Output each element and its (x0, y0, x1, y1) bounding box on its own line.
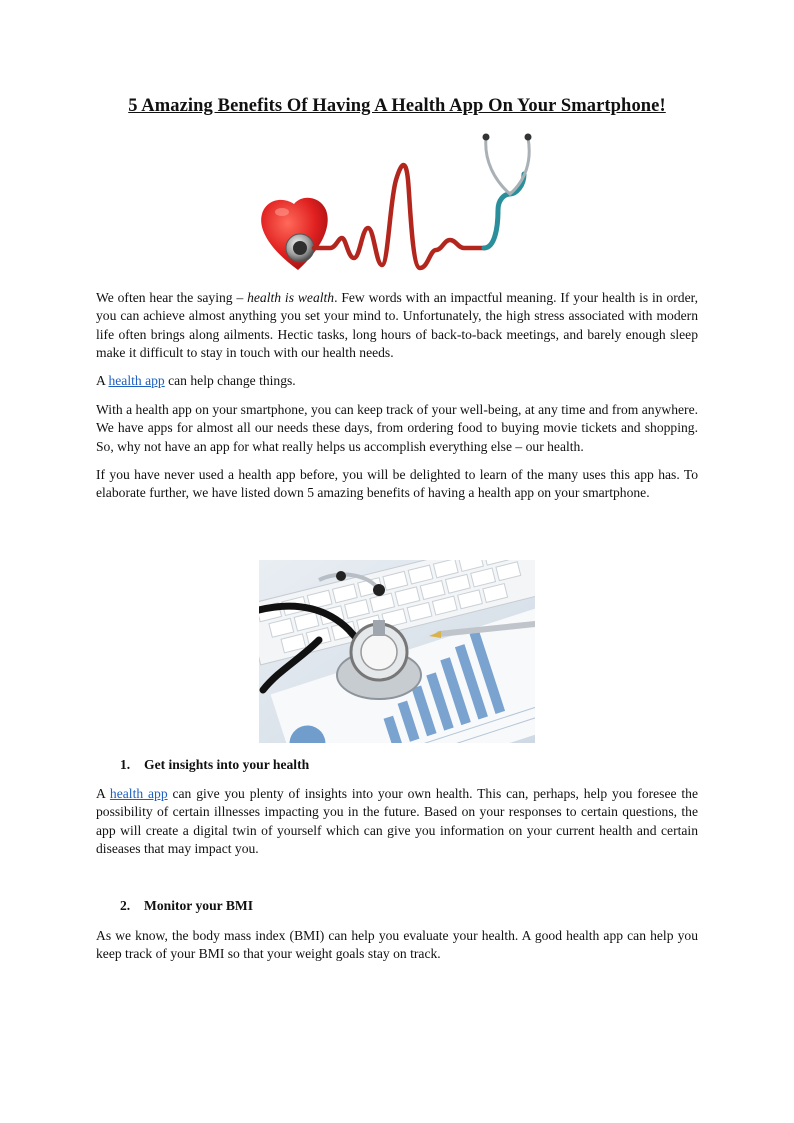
section-2-body: As we know, the body mass index (BMI) can help you evaluate your health. A good health app can help you keep track of your BMI so that your weight goals stay on track. (96, 928, 698, 962)
heartbeat-line-icon (314, 165, 484, 268)
intro-paragraph-3: With a health app on your smartphone, you can keep track of your well-being, at any time and from anywhere. We have apps for almost all our needs these days, from ordering food to buying movie tickets and shopping. So, why not have an app for what really helps us accomplish everything else – our health. (96, 402, 698, 454)
section-2-heading: 2. Monitor your BMI (120, 898, 254, 913)
health-app-link-2[interactable]: health app (109, 786, 168, 801)
intro-paragraph-2: A health app can help change things. (96, 373, 296, 388)
emphasis-quote: health is wealth (247, 290, 335, 305)
stethoscope-keyboard-photo (259, 560, 535, 743)
page-title: 5 Amazing Benefits Of Having A Health App On Your Smartphone! (128, 96, 666, 116)
intro-paragraph-4: If you have never used a health app before, you will be delighted to learn of the many uses this app has. To elaborate further, we have listed down 5 amazing benefits of having a health app on your smartphone. (96, 467, 698, 501)
section-1-body: A health app can give you plenty of insights into your own health. This can, perhaps, help you foresee the possibility of certain illnesses impacting you in the future. Based on your responses to certain questions, the app will create a digital twin of yourself which can give you information on your current health and certain diseases that may impact you. (96, 786, 698, 856)
intro-paragraph-1: We often hear the saying – health is wealth. Few words with an impactful meaning. If your health is in order, you can achieve almost anything you set your mind to. Unfortunately, the high stress associated with modern life often brings along ailments. Hectic tasks, long hours of back-to-back meetings, and barely enough sleep make it difficult to stay in touch with our health needs. (96, 290, 698, 360)
heart-stethoscope-illustration (258, 130, 538, 275)
health-app-link[interactable]: health app (108, 373, 165, 388)
section-1-heading: 1. Get insights into your health (120, 757, 310, 772)
